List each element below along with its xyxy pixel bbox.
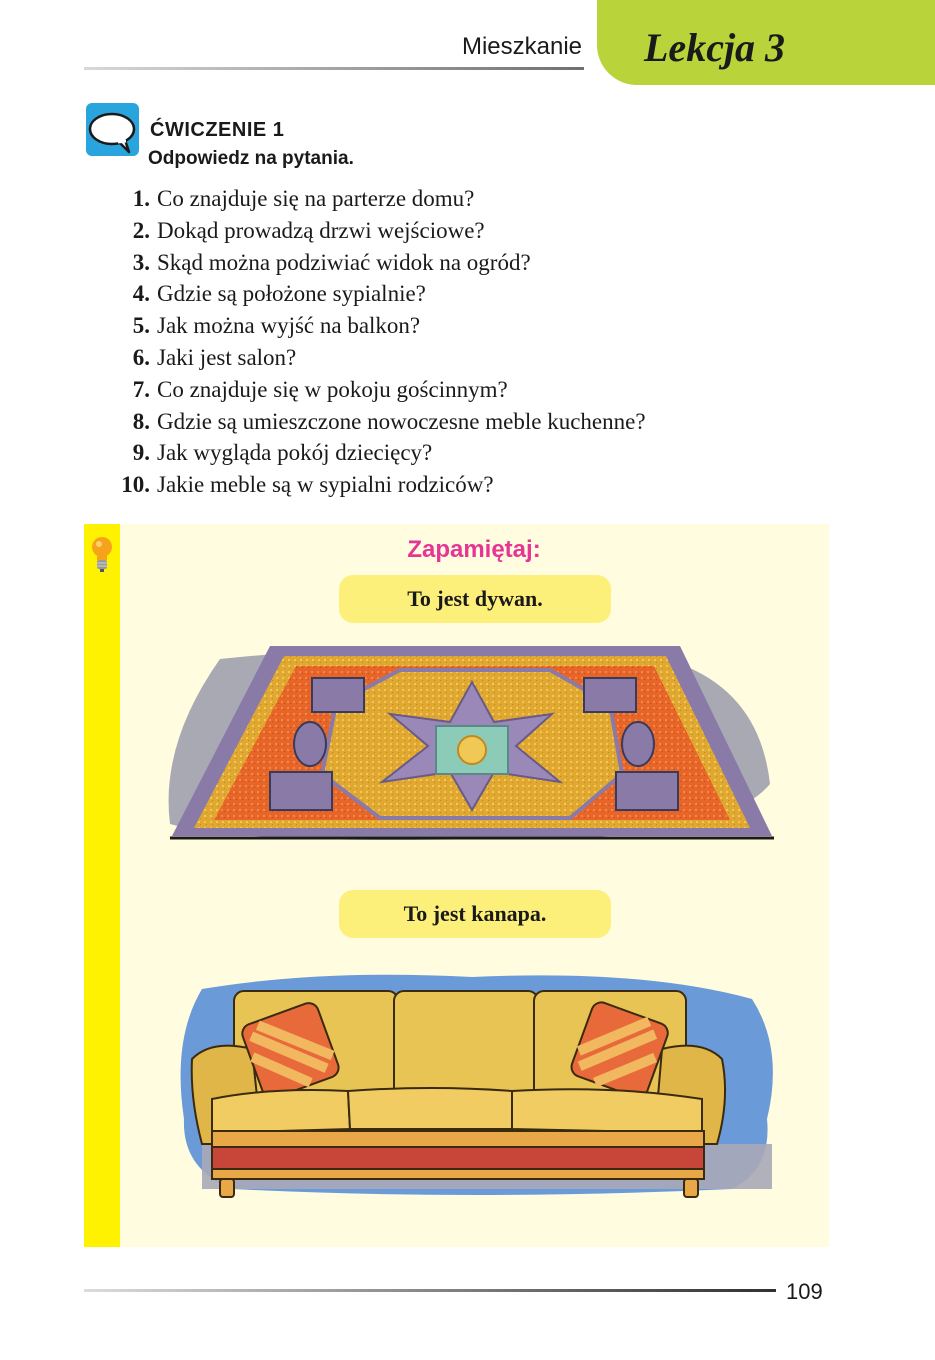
question-text: Jakie meble są w sypialni rodziców? [157, 472, 494, 498]
question-number: 1. [132, 186, 150, 211]
question-item [100, 374, 646, 406]
question-number: 2. [132, 217, 150, 243]
question-number: 7. [132, 376, 150, 402]
question-number: 4. [132, 281, 150, 307]
speech-bubble-icon [85, 102, 140, 157]
question-number: 10. [121, 472, 150, 498]
question-number: 6. [132, 344, 150, 370]
exercise-title: ĆWICZENIE 1 [150, 119, 285, 141]
sentence-pill-sofa: To jest kanapa. [339, 890, 611, 938]
header-rule [84, 67, 584, 70]
memo-side-bar [84, 524, 120, 1247]
question-text: Jak wygląda pokój dziecięcy? [157, 440, 433, 466]
page-number: 109 [786, 1279, 823, 1304]
section-title: Mieszkanie [461, 33, 582, 60]
question-list [100, 183, 646, 501]
rug-illustration [160, 634, 780, 854]
lesson-title: Lekcja 3 [644, 25, 786, 70]
exercise-instruction: Odpowiedz na pytania. [148, 148, 354, 169]
question-item [100, 278, 646, 310]
question-text: Co znajduje się na parterze domu? [157, 186, 475, 211]
question-item [100, 469, 646, 501]
footer-rule [84, 1289, 776, 1292]
question-item [100, 342, 646, 374]
question-number: 3. [132, 249, 150, 275]
question-number: 9. [132, 440, 150, 466]
question-text: Jaki jest salon? [157, 344, 297, 370]
question-number: 5. [132, 313, 150, 339]
sentence-pill-rug: To jest dywan. [339, 575, 611, 623]
question-item [100, 247, 646, 279]
question-text: Dokąd prowadzą drzwi wejściowe? [157, 217, 485, 243]
question-text: Gdzie są umieszczone nowoczesne meble kuchenne? [157, 408, 646, 434]
memo-box [84, 524, 829, 1247]
question-item [100, 437, 646, 469]
question-item [100, 215, 646, 247]
memo-title: Zapamiętaj: [407, 536, 541, 563]
question-item [100, 183, 646, 215]
question-number: 8. [132, 408, 150, 434]
question-text: Gdzie są położone sypialnie? [157, 281, 426, 307]
sofa-illustration [172, 969, 784, 1209]
question-text: Skąd można podziwiać widok na ogród? [157, 249, 531, 275]
question-item [100, 310, 646, 342]
question-text: Jak można wyjść na balkon? [157, 313, 421, 339]
question-item [100, 406, 646, 438]
question-text: Co znajduje się w pokoju gościnnym? [157, 376, 508, 402]
